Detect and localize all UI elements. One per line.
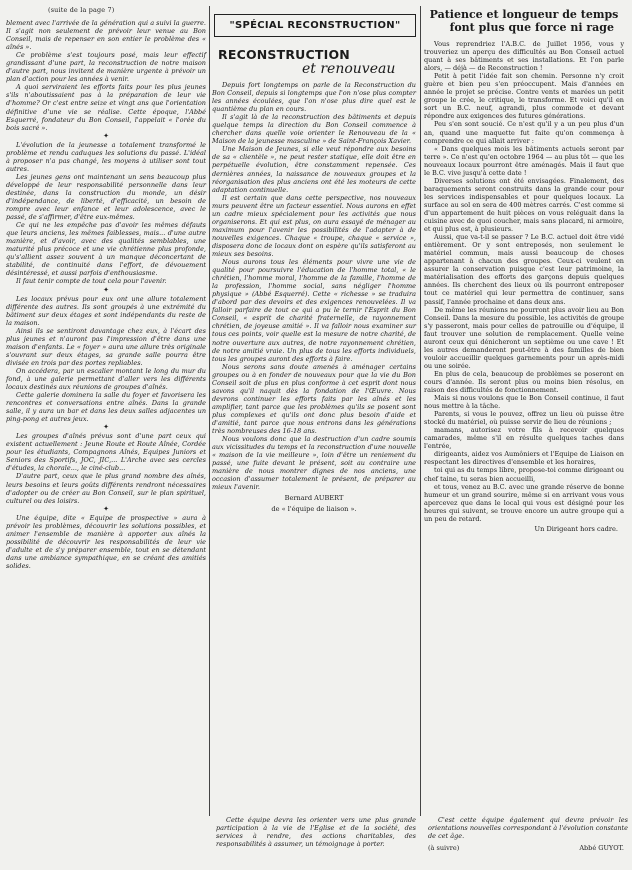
column-divider (420, 6, 421, 816)
paragraph: Parents, si vous le pouvez, offrez un lieu où puisse être stocké du matériel, où puisse servir de lieu de réunions ; (424, 410, 624, 427)
paragraph: Nous aurons tous les éléments pour vivre une vie de qualité pour poursuivre l'éducation de l'homme total, « le chrétien, l'homme moral, l'homme de la famille, l'homme de la profession, l'homme social, sans négliger l'homme physique » (Abbé Esquerré). Cette « richesse » se traduira d'abord par des devoirs et des exigences renouvelées. Il va falloir parfaire de tout ce qui a pu le ternir l'Esprit du Bon Conseil, « esprit de charité fraternelle, de rayonnement chrétien, de joyeuse amitié ». Il va falloir nous examiner sur tous ces points, voir quelle est la mesure de notre charité, de notre ouverture aux autres, de notre rayonnement chrétien, de notre amitié vraie. Un plus de tous les efforts individuels, tous les groupes auront des efforts à faire. (212, 258, 416, 363)
paragraph: blement avec l'arrivée de la génération qui a suivi la guerre. Il s'agit non seulement de prévoir leur venue au Bon Conseil, mais de repenser en son entier le problème des « aînés ». (6, 19, 206, 52)
paragraph: Depuis fort longtemps on parle de la Reconstruction du Bon Conseil, depuis si longtemps que l'on n'ose plus compter les années écoulées, que l'on n'ose plus dire quel est le quantième du plan en cours. (212, 81, 416, 114)
author-signature: Un Dirigeant hors cadre. (534, 524, 618, 533)
paragraph: Diverses solutions ont été envisagées. Finalement, des baraquements seront construits dans la grande cour pour les services indispensables et pour quelques locaux. La surface au sol en sera de 400 mètres carrés. C'est comme si d'un appartement de huit pièces on vous reléguait dans la cuisine avec de quoi coucher, mais sans placard, ni armoire, et qui plus est, à plusieurs. (424, 176, 624, 234)
paragraph: Une Maison de Jeunes, si elle veut répondre aux besoins de sa « clientèle », ne peut rester statique, elle doit être en perpétuelle évolution, être constamment repensée. Ces dernières années, la naissance de nouveaux groupes et la réorganisation des plus anciens ont été les moteurs de cette adaptation continuelle. (212, 145, 416, 194)
paragraph: Une équipe, dite « Equipe de prospective » aura à prévoir les problèmes, découvrir les solutions possibles, et animer l'ensemble de manière à apporter aux aînés la possibilité de découvrir les responsabilités de leur vie d'adulte et de s'y préparer ensemble, tout en se détendant dans une ambiance sympathique, en se créant des amitiés solides. (6, 513, 206, 570)
paragraph: De même les réunions ne pourront plus avoir lieu au Bon Conseil. Dans la mesure du possible, les activités de groupe s'y passeront, mais pour celles de patrouille ou d'équipe, il faut trouver une solution de remplacement. Quelle veine auront ceux qui dénicheront un septième ou une cave ! Et les autres demanderont peut-être à des familles de bien vouloir accueillir quelques garnements pour un après-midi ou une soirée. (424, 305, 624, 370)
paragraph: Nous serons sans doute amenés à aménager certains groupes ou à en fonder de nouveaux pour que la vie du Bon Conseil soit de plus en plus conforme à cet esprit dont nous savons qu'il naquit dès la fondation de l'Œuvre. Nous devrons continuer les efforts faits par les aînés et les amplifier, tant parce que les problèmes qu'ils se posent sont plus complexes et qu'ils ont donc plus besoin d'aide et d'amitié, tant parce que nous entrons dans les générations très nombreuses des 16-18 ans. (212, 362, 416, 436)
ornament-icon: ✦ (103, 423, 109, 432)
column-divider (209, 6, 210, 816)
paragraph: En plus de cela, beaucoup de problèmes se poseront en cours d'année. Ils seront plus ou moins bien résolus, en raison des difficultés de fonctionnement. (424, 369, 624, 395)
paragraph: Peu s'en sont soucié. Ce n'est qu'il y a un peu plus d'un an, quand une maquette fut faite qu'on commença à comprendre ce qui allait arriver : (424, 120, 624, 145)
paragraph: Aussi, que va-t-il se passer ? Le B.C. actuel doit être vidé entièrement. Or y sont entreposés, non seulement le matériel commun, mais aussi beaucoup de choses appartenant à chacun des groupes. Ceux-ci veulent en assurer la conservation puisque c'est leur patrimoine, la matérialisation des efforts des garçons depuis quelques années. Ils cherchent des lieux où ils pourront entreposer tout ce matériel qui leur permettra de continuer, sans passif, l'année prochaine et dans deux ans. (424, 233, 624, 306)
paragraph: Il est certain que dans cette perspective, nos nouveaux murs peuvent être un facteur essentiel. Nous aurons en effet un cadre mieux spécialement pour les activités que nous organiserons. Et qui est plus, on aura essayé de ménager au maximum pour l'avenir les possibilités de l'adapter à de nouvelles exigences. Chaque « troupe, chaque « service », disposera donc de locaux dont on espère qu'ils satisferont au mieux ses besoins. (212, 193, 416, 258)
paragraph: On accédera, par un escalier montant le long du mur du fond, à une galerie permettant d'aller vers les différents locaux destinés aux réunions de groupes d'aînés. (6, 366, 206, 392)
special-reconstruction-box-title: "SPÉCIAL RECONSTRUCTION" (214, 14, 416, 37)
continued-label: (suite de la page 7) (48, 6, 115, 14)
paragraph: Ce qui ne les empêche pas d'avoir les mêmes défauts que leurs anciens, les mêmes faiblesses, mais... d'une autre manière, et d'avoir, avec des qualités semblables, une maturité plus précoce et une vie chrétienne plus profonde, qu's'allient assez souvent à un manque déconcertant de stabilité, de continuité dans l'effort, de dévouement désintéressé, et aussi parfois d'enthousiasme. (6, 221, 206, 278)
author-name: Abbé GUYOT. (579, 844, 624, 853)
paragraph: C'est cette équipe également qui devra prévoir les orientations nouvelles correspondant à l'évolution constante de cet âge. (428, 816, 628, 841)
paragraph: Mais si nous voulons que le Bon Conseil continue, il faut nous mettre à la tâche. (424, 394, 624, 411)
ornament-icon: ✦ (103, 504, 109, 513)
author-name: Bernard AUBERT (284, 494, 344, 503)
column-patience (424, 0, 624, 533)
paragraph: L'évolution de la jeunesse a totalement transformé le problème et rendu caduques les solutions du passé. L'idéal à proposer n'a pas changé, les moyens à utiliser sont tout autres. (6, 140, 206, 173)
author-role: de « l'équipe de liaison ». (271, 505, 357, 514)
column-reconstruction (212, 0, 416, 513)
paragraph: A quoi serviraient les efforts faits pour les plus jeunes s'ils n'aboutissaient pas à la préparation de leur vie d'homme? Or c'est entre seize et vingt ans que l'orientation définitive d'une vie se réalise. Cette époque, l'Abbé Esquerré, fondateur du Bon Conseil, l'appelait « l'orée du bois sacré ». (6, 83, 206, 132)
footer-right (428, 816, 628, 854)
paragraph: Cette équipe devra les orienter vers une plus grande participation à la vie de l'Eglise et de la société, des services à rendre, des actions charitables, des responsabilités à assumer, un témoignage à porter. (216, 816, 416, 849)
paragraph: et tous, venez au B.C. avec une grande réserve de bonne humeur et un grand sourire, même si en arrivant vous vous apercevez que dans le local qui vous est désigné pour les heures qui suivent, se trouve encore un autre groupe qui a un peu de retard. (424, 482, 624, 523)
paragraph: Vous reprendriez l'A.B.C. de Juillet 1956, vous y trouveriez un aperçu des difficultés au Bon Conseil actuel quant à ses bâtiments et ses installations. Et l'on parle alors, — déjà — de Reconstruction ! (424, 40, 624, 73)
column-aines (6, 0, 206, 570)
paragraph: Ainsi ils se sentiront davantage chez eux, à l'écart des plus jeunes et n'auront pas l'impression d'être dans une maison d'enfants. Le « foyer » aura une allure très originale s'ouvrant sur deux étages, sa grande salle pourra être divisée en trois par des portes repliables. (6, 326, 206, 367)
paragraph: mamans, autorisez votre fils à recevoir quelques camarades, même s'il en résulte quelques taches dans l'entrée, (424, 426, 624, 451)
paragraph: Petit à petit l'idée fait son chemin. Personne n'y croit guère et bien peu s'en préoccupent. Mais d'années en année le projet se précise. Contre vents et marées un petit groupe le crée, le critique, le transforme. Et voici qu'il en sort un B.C. neuf, agrandi, plus commode et devant répondre aux exigences des futures générations. (424, 72, 624, 121)
paragraph: Il s'agit là de la reconstruction des bâtiments et depuis quelque temps la direction du Bon Conseil commence à chercher dans quelle voie orienter le Renouveau de la « Maison de la jeunesse masculine » de Saint-François Xavier. (212, 113, 416, 146)
paragraph: « Dans quelques mois les bâtiments actuels seront par terre ». Ce n'est qu'en octobre 1964 — au plus tôt — que les nouveaux locaux pourront être aménagés. Mais il faut que le B.C. vive jusqu'à cette date ! (424, 144, 624, 177)
paragraph: Ce problème s'est toujours posé, mais leur effectif grandissant d'une part, la reconstruction de notre maison d'autre part, nous invitent de manière urgente à prévoir un plan d'action pour les années à venir. (6, 51, 206, 84)
footer-left (216, 816, 416, 848)
paragraph: Les locaux prévus pour eux ont une allure totalement différente des autres. Ils sont groupés à une extrémité du bâtiment sur deux étages et sont indépendants du reste de la maison. (6, 294, 206, 327)
footer-signature-row (428, 844, 628, 854)
paragraph: Il faut tenir compte de tout cela pour l'avenir. (16, 277, 167, 286)
paragraph: Cette galerie dominera la salle du foyer et favorisera les rencontres et conversations entre aînés. Dans la grande salle, il y aura un bar et dans les deux salles adjacentes un ping-pong et autres jeux. (6, 391, 206, 424)
paragraph: Les groupes d'aînés prévus sont d'une part ceux qui existent actuellement : Jeune Route et Route Aînée, Cordée pour les étudiants, Compagnons Aînés, Equipes Juniors et Seniors des Sportifs, JOC, JIC,... L'Arche avec ses cercles d'études, la chorale..., le ciné-club... (6, 432, 206, 473)
paragraph: Les jeunes gens ont maintenant un sens beaucoup plus développé de leur responsabilité personnelle dans leur destinée, dans la construction du monde, un désir d'indépendance, de liberté, d'efficacité, un besoin de rompre avec leur enfance et leur adolescence, avec le passé, de s'affirmer, d'être eux-mêmes. (6, 172, 206, 222)
article-subtitle: et renouveau (302, 61, 396, 77)
article-title: RECONSTRUCTION (218, 47, 350, 62)
paragraph: dirigeants, aidez vos Aumôniers et l'Equipe de Liaison en respectant les directives d'ensemble et les horaires, (424, 450, 624, 467)
title-line: Patience et longueur de temps (429, 8, 619, 21)
paragraph: D'autre part, ceux que le plus grand nombre des aînés, leurs besoins et leurs goûts différents rendront nécessaires d'adopter ou de créer au Bon Conseil, sur le plan spirituel, culturel ou des loisirs. (6, 472, 206, 505)
title-line: font plus que force ni rage (449, 21, 614, 34)
paragraph: Nous voulons donc que la destruction d'un cadre soumis aux vicissitudes du temps et la reconstruction d'une nouvelle « maison de la vie meilleure », loin d'être un reniement du passé, une fuite devant le présent, soit au contraire une manière de nous montrer dignes de nos anciens, une occasion d'assumer totalement le présent, de préparer au mieux l'avenir. (212, 435, 416, 492)
ornament-icon: ✦ (103, 131, 109, 140)
ornament-icon: ✦ (103, 285, 109, 294)
to-be-continued: (à suivre) (428, 844, 460, 853)
paragraph: toi qui as du temps libre, propose-toi comme dirigeant ou chef taine, tu seras bien accueilli, (424, 466, 624, 483)
article-title (426, 8, 622, 34)
